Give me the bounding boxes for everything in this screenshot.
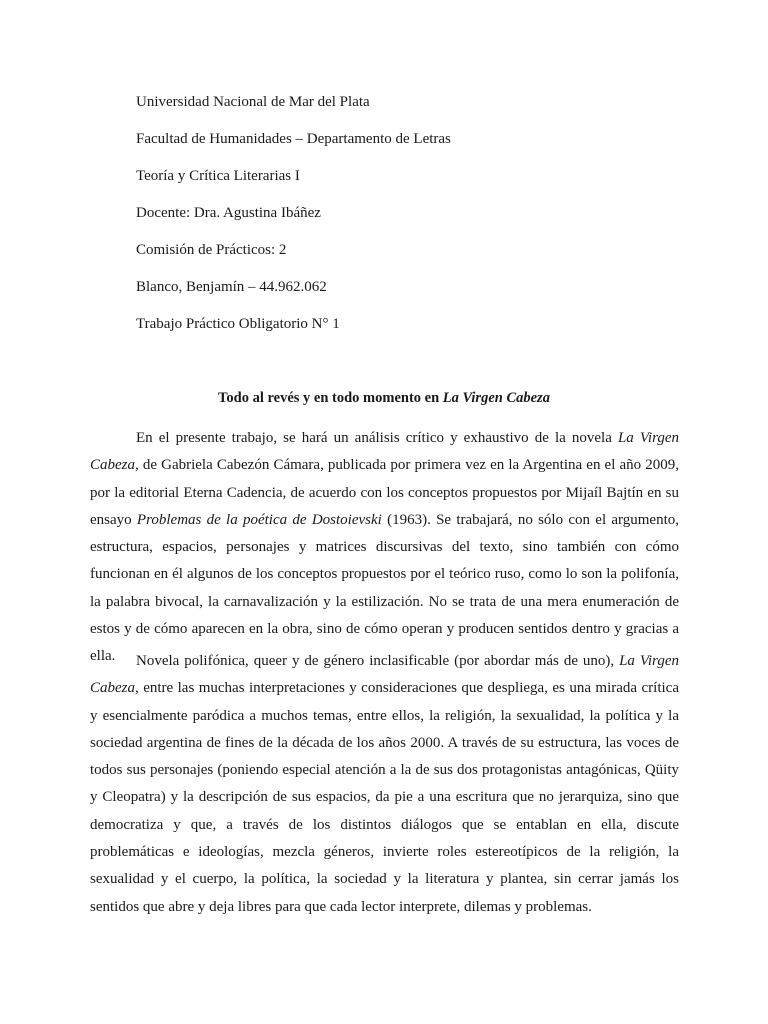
university-line: Universidad Nacional de Mar del Plata <box>136 94 370 110</box>
document-title <box>90 388 678 408</box>
p2-italic-1: La Virgen Cabeza <box>90 653 680 697</box>
title-prefix: Todo al revés y en todo momento en <box>218 390 443 406</box>
assignment-line: Trabajo Práctico Obligatorio N° 1 <box>136 316 340 332</box>
p2-text-1: Novela polifónica, queer y de género inclasificable (por abordar más de uno), <box>136 653 620 669</box>
p1-text-2: , de Gabriela Cabezón Cámara, publicada por primera vez en la Argentina en el año 2009, por la editorial Eterna Cadencia, de acuerdo con los conceptos propuestos por Mijaíl Bajtín en su ensayo <box>90 457 679 528</box>
p2-text-2: , entre las muchas interpretaciones y consideraciones que despliega, es una mirada crítica y esencialmente paródica a muchos temas, entre ellos, la religión, la sexualidad, la política y la sociedad argentina de fines de la década de los años 2000. A través de su estructura, las voces de todos sus personajes (poniendo especial atención a la de sus dos protagonistas antagónicas, Qüity y Cleopatra) y la descripción de sus espacios, da pie a una escritura que no jerarquiza, sino que democratiza y que, a través de los distintos diálogos que se entablan en ella, discute problemáticas e ideologías, mezcla géneros, invierte roles estereotípicos de la religión, la sexualidad y el cuerpo, la política, la sociedad y la literatura y plantea, sin cerrar jamás los sentidos que abre y deja libres para que cada lector interprete, dilemas y problemas. <box>90 680 679 915</box>
p1-italic-2: Problemas de la poética de Dostoievski <box>136 511 382 528</box>
paragraph-1 <box>90 425 679 671</box>
student-line: Blanco, Benjamín – 44.962.062 <box>136 279 327 295</box>
header-block <box>136 92 696 351</box>
title-italic: La Virgen Cabeza <box>442 390 550 406</box>
p1-italic-1: La Virgen Cabeza <box>90 430 680 474</box>
commission-line: Comisión de Prácticos: 2 <box>136 242 287 258</box>
paragraph-2 <box>90 648 679 921</box>
course-line: Teoría y Crítica Literarias I <box>136 168 300 184</box>
p1-text-3: (1963). Se trabajará, no sólo con el argumento, estructura, espacios, personajes y matrices discursivas del texto, sino también con cómo funcionan en él algunos de los conceptos propuestos por el teórico ruso, como lo son la polifonía, la palabra bivocal, la carnavalización y la estilización. No se trata de una mera enumeración de estos y de cómo aparecen en la obra, sino de cómo operan y producen sentidos dentro y gracias a ella. <box>90 511 679 665</box>
p1-text-1: En el presente trabajo, se hará un análisis crítico y exhaustivo de la novela <box>136 430 618 446</box>
faculty-line: Facultad de Humanidades – Departamento de Letras <box>136 131 451 147</box>
teacher-line: Docente: Dra. Agustina Ibáñez <box>136 205 321 221</box>
